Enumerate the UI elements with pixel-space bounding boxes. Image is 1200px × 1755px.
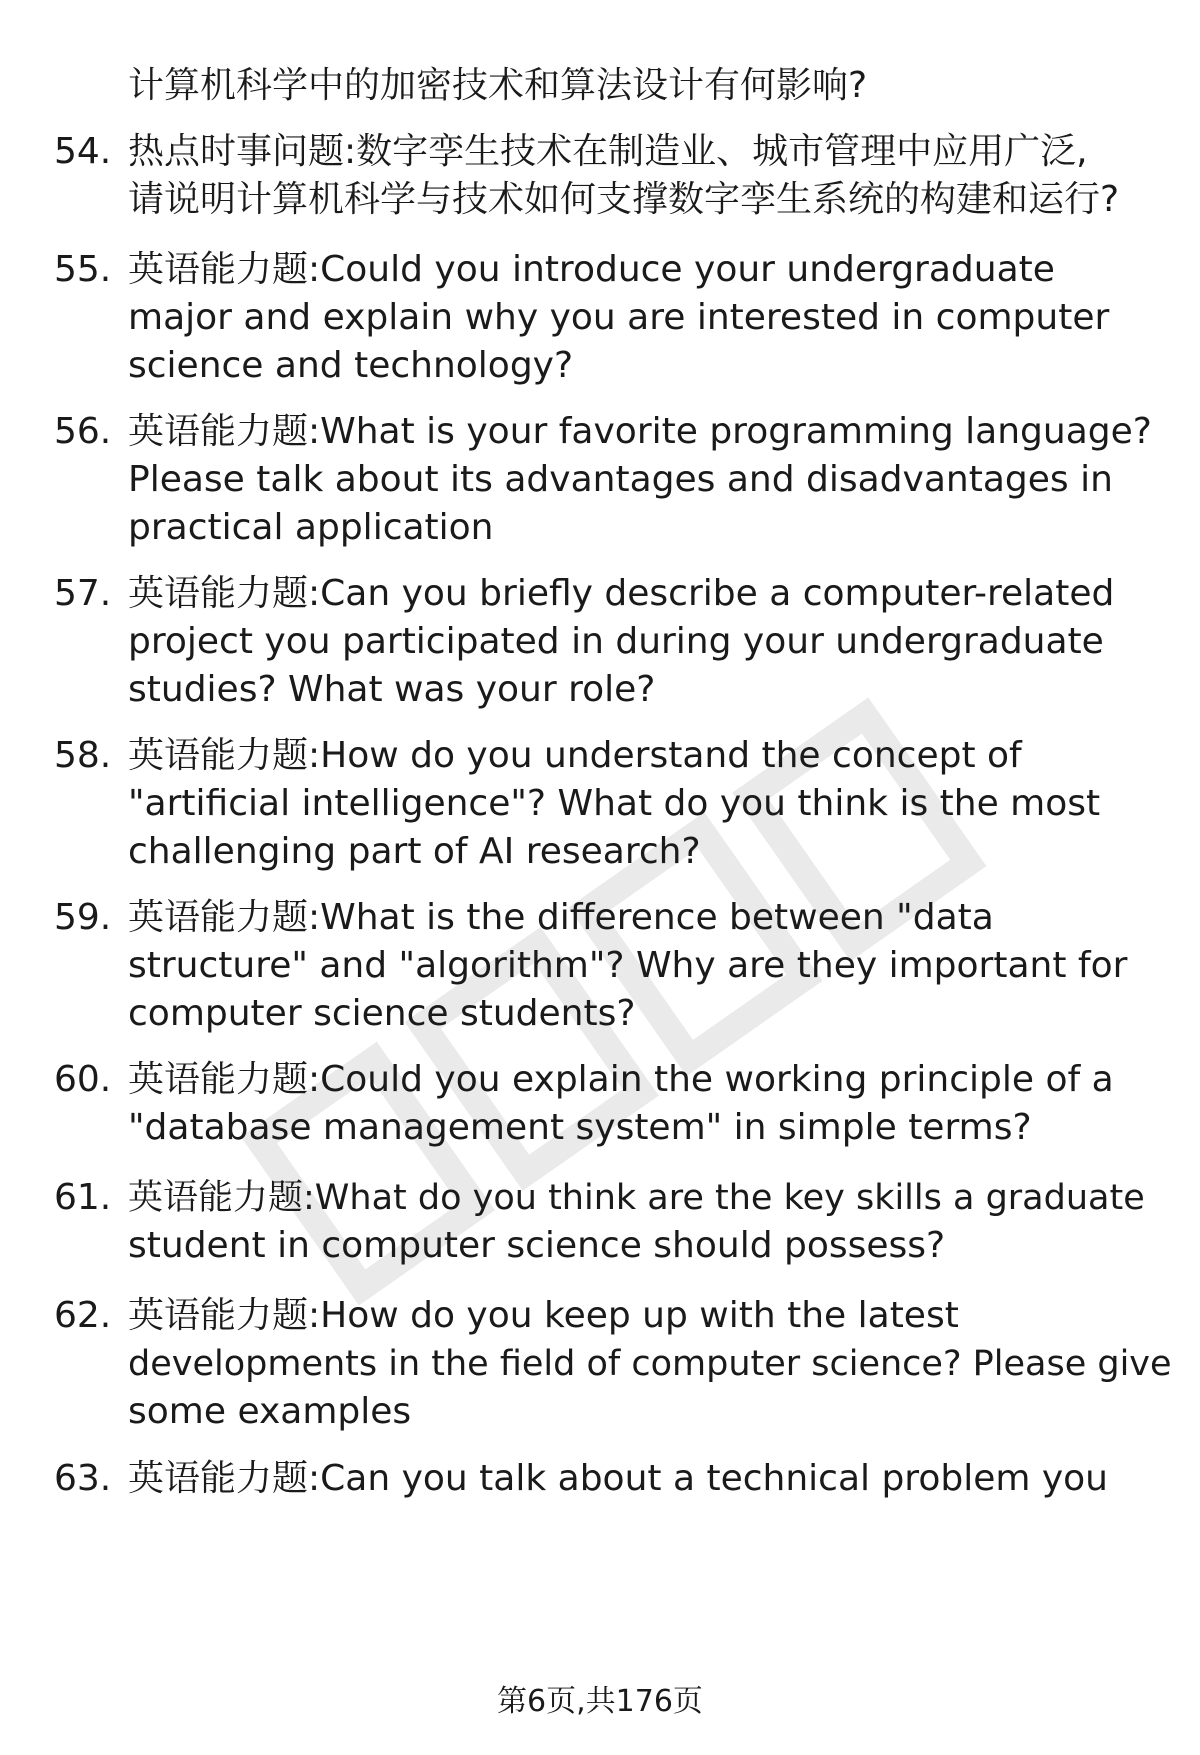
question-line: major and explain why you are interested in computer — [128, 297, 1110, 338]
question-line: 请说明计算机科学与技术如何支撑数字孪生系统的构建和运行? — [128, 179, 1120, 220]
page-footer: 第6页,共176页 — [497, 1684, 703, 1719]
question-line: practical application — [128, 507, 494, 548]
question-line: "database management system" in simple terms? — [128, 1107, 1032, 1148]
question-line: "artificial intelligence"? What do you think is the most — [128, 783, 1101, 824]
question-line: 英语能力题:Can you briefly describe a computer-related — [128, 573, 1115, 614]
question-line: Please talk about its advantages and disadvantages in — [128, 459, 1113, 500]
question-number: 56. — [54, 411, 112, 452]
question-number: 63. — [54, 1458, 112, 1499]
question-number: 57. — [54, 573, 112, 614]
question-number: 60. — [54, 1059, 112, 1100]
question-line: studies? What was your role? — [128, 669, 656, 710]
question-text — [128, 894, 1173, 1038]
question-number: 55. — [54, 249, 112, 290]
question-text — [128, 1056, 1173, 1152]
question-text — [128, 732, 1173, 876]
question-text — [128, 570, 1173, 714]
intro-line: 计算机科学中的加密技术和算法设计有何影响? — [128, 65, 868, 106]
question-number: 54. — [54, 131, 112, 172]
question-line: science and technology? — [128, 345, 574, 386]
question-text — [128, 246, 1173, 390]
question-line: student in computer science should possess? — [128, 1225, 946, 1266]
question-line: 英语能力题:What do you think are the key skills a graduate — [128, 1178, 1145, 1218]
question-line: some examples — [128, 1391, 412, 1432]
question-line: computer science students? — [128, 993, 636, 1034]
question-number: 62. — [54, 1295, 112, 1336]
question-line: 英语能力题:What is the difference between "data — [128, 897, 994, 938]
question-line: 英语能力题:Can you talk about a technical problem you — [128, 1458, 1108, 1499]
question-line: 英语能力题:Could you introduce your undergraduate — [128, 249, 1055, 290]
question-number: 58. — [54, 735, 112, 776]
question-line: 英语能力题:How do you understand the concept of — [128, 735, 1022, 776]
question-line: structure" and "algorithm"? Why are they important for — [128, 945, 1128, 986]
question-line: 英语能力题:What is your favorite programming language? — [128, 411, 1152, 452]
question-line: 热点时事问题:数字孪生技术在制造业、城市管理中应用广泛, — [128, 131, 1088, 172]
question-line: challenging part of AI research? — [128, 831, 701, 872]
question-text — [128, 128, 1173, 224]
question-text — [128, 408, 1173, 552]
question-text — [128, 1174, 1173, 1270]
question-line: developments in the field of computer science? Please give — [128, 1344, 1172, 1384]
question-text — [128, 1292, 1173, 1436]
question-number: 59. — [54, 897, 112, 938]
question-line: 英语能力题:Could you explain the working principle of a — [128, 1059, 1114, 1100]
question-text — [128, 1455, 1173, 1503]
question-line: 英语能力题:How do you keep up with the latest — [128, 1295, 959, 1336]
question-line: project you participated in during your undergraduate — [128, 621, 1104, 662]
question-number: 61. — [54, 1177, 112, 1218]
